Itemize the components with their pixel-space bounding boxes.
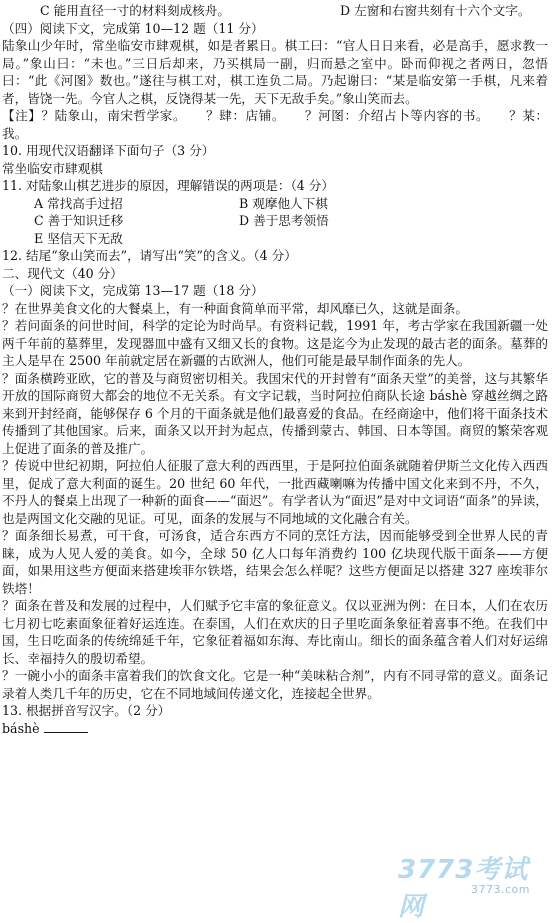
modern-paragraph-5: ？面条细长易煮，可干食，可汤食，适合东西方不同的烹饪方法，因而能够受到全世界人民的青睐，成为人见人爱的美食。如今，全球 50 亿人口每年消费约 100 亿块现代版干面条——方便面，如果用这些方便面来搭建埃菲尔铁塔，结果会怎么样呢？这些方便面足以搭建 327 座埃菲尔铁塔！	[2, 528, 548, 596]
question-11-options-row2	[2, 212, 548, 230]
q9-options-row	[2, 2, 548, 20]
section-2-heading: 二、现代文（40 分）	[2, 265, 123, 281]
question-10-sentence: 常坐临安市肆观棋	[2, 160, 103, 176]
q11-option-d: D 善于思考领悟	[239, 213, 329, 228]
modern-paragraph-2: ？若问面条的问世时间，科学的定论为时尚早。有资料记载，1991 年，考古学家在我国新疆一处两千年前的墓葬里，发现器皿中盛有又细又长的食物。这是迄今为止发现的最古老的面条。墓葬的主人是早在 2500 年前就定居在新疆的古欧洲人，他们可能是最早制作面条的先人。	[2, 318, 548, 368]
question-12: 12. 结尾“象山笑而去”，请写出“笑”的含义。（4 分）	[2, 248, 297, 263]
section-4-heading: （四）阅读下文，完成第 10—12 题（11 分）	[2, 20, 264, 36]
watermark-url: 3773.com	[471, 883, 530, 896]
q13-answer-blank[interactable]	[44, 720, 88, 733]
question-11-options-row3	[2, 230, 548, 248]
classical-passage: 陆象山少年时，常坐临安市肆观棋，如是者累日。棋工曰：“官人日日来看，必是高手，愿求教一局。”象山曰：“未也。”三日后却来，乃买棋局一副，归而悬之室中。卧而仰视之者两日，忽悟曰：“此《河图》数也。”遂往与棋工对，棋工连负二局。乃起谢曰：“某是临安第一手棋，凡来着者，皆饶一先。今官人之棋，反饶得某一先，天下无敌手矣。”象山笑而去。	[2, 38, 548, 106]
section-2-1-heading: （一）阅读下文，完成第 13—17 题（18 分）	[2, 283, 264, 298]
annotation-note: 【注】？陆象山，南宋哲学家。 ？肆：店铺。 ？河图：介绍占卜等内容的书。 ？某：我。	[2, 108, 548, 141]
question-13-item	[2, 720, 548, 738]
question-11: 11. 对陆象山棋艺进步的原因，理解错误的两项是：（4 分）	[2, 178, 334, 193]
q13-pinyin: báshè	[2, 720, 40, 736]
modern-paragraph-4: ？传说中世纪初期，阿拉伯人征服了意大利的西西里，于是阿拉伯面条就随着伊斯兰文化传入西西里，促成了意大利面的诞生。20 世纪 60 年代，一批西藏喇嘛为传播中国文化来到不丹，不久，不丹人的餐桌上出现了一种新的面食——“面迟”。有学者认为“面迟”是对中文词语“面条”的异读，也是两国文化交融的见证。可见，面条的发展与不同地域的文化融合有关。	[2, 458, 548, 526]
q11-option-b: B 观摩他人下棋	[239, 195, 328, 211]
q9-option-d: D 左窗和右窗共刻有十六个文字。	[340, 3, 531, 18]
modern-paragraph-7: ？一碗小小的面条丰富着我们的饮食文化。它是一种“美味粘合剂”，内有不同寻常的意义。面条记录着人类几千年的历史，它在不同地域间传递文化，连接起全世界。	[2, 668, 548, 701]
watermark-logo: 3773考试网	[398, 855, 529, 922]
q11-option-e: E 坚信天下无敌	[34, 230, 123, 246]
question-11-options-row1	[2, 195, 548, 213]
question-10: 10. 用现代汉语翻译下面句子（3 分）	[2, 143, 215, 158]
modern-paragraph-6: ？面条在普及和发展的过程中，人们赋予它丰富的象征意义。仅以亚洲为例：在日本，人们在农历七月初七吃素面象征着好运连连。在泰国，人们在欢庆的日子里吃面条象征着喜事不绝。在我们中国，生日吃面条的传统绵延千年，它象征着福如东海、寿比南山。细长的面条蕴含着人们对好运绵长、幸福持久的殷切希望。	[2, 598, 548, 666]
modern-paragraph-3: ？面条横跨亚欧，它的普及与商贸密切相关。我国宋代的开封曾有“面条天堂”的美誉，这与其繁华开放的国际商贸大都会的地位不无关系。有文字记载，当时阿拉伯商队长途 báshè 穿越丝绸之路来到开封经商，能够保存 6 个月的干面条就是他们最喜爱的食品。在经商途中，他们将干面条技术传播到了其他国家。后来，面条又以开封为起点，传播到蒙古、韩国、日本等国。商贸的繁荣客观上促进了面条的普及推广。	[2, 370, 548, 456]
q11-option-a: A 常找高手过招	[34, 195, 123, 211]
question-13: 13. 根据拼音写汉字。（2 分）	[2, 703, 171, 718]
q9-option-c: C 能用直径一寸的材料刻成核舟。	[40, 3, 230, 18]
modern-paragraph-1: ？在世界美食文化的大餐桌上，有一种面食简单而平常，却风靡已久，这就是面条。	[2, 300, 468, 316]
q11-option-c: C 善于知识迁移	[34, 213, 124, 228]
